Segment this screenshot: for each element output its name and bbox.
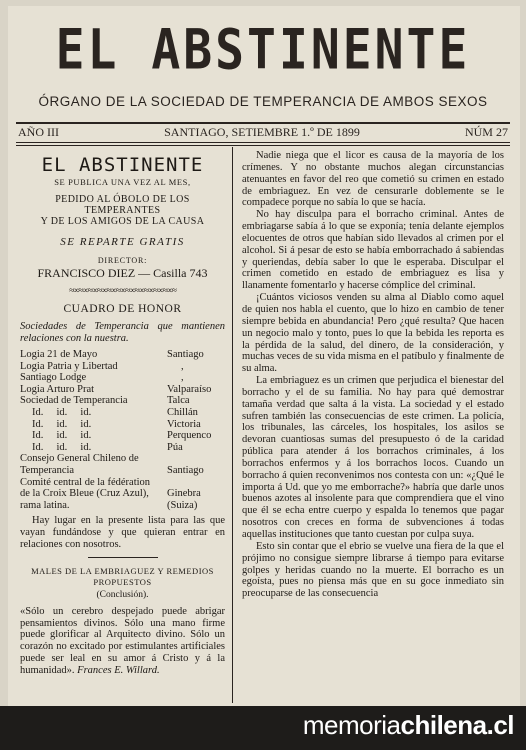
list-item: Logia 21 de Mayo Santiago: [20, 349, 204, 360]
section-rule: [88, 557, 158, 558]
list-item: Consejo General Chileno de Temperancia Santiago: [20, 453, 204, 476]
box-title: EL ABSTINENTE: [41, 154, 204, 176]
masthead-subtitle: ÓRGANO DE LA SOCIEDAD DE TEMPERANCIA DE AMBOS SEXOS: [38, 94, 488, 109]
paragraph: La embriaguez es un crimen que perjudica el bienestar del borracho y el de su familia. No hay para qué demostrar tamaña verdad que salta á la vista. La sociedad y el estado sufren también las consecuencias de este crimen. La policía, los tribunales, las cárceles, los hospitales, los asilos se devoran cuantiosas sumas del presupuesto ó de la caridad pública para atender á los borrachos criminales, á los borrachos enfermos y á los borrachos locos. Cuando un borracho á quien reconvenimos nos contesta con un: «¿Qué le importa á Ud. que yo me emborrache?» habría que darle unos buenos azotes al insolente para que comprendiera que el vino que él se echa entre cuerpo y espalda lo tenemos que pagar nosotros con creces en forma de subvenciones á todas aquellas instituciones que tanto cuestan por culpa suya.: [242, 375, 504, 540]
director-label: DIRECTOR:: [97, 256, 148, 265]
article-title: MALES DE LA EMBRIAGUEZ Y REMEDIOS PROPUESTOS: [31, 565, 214, 587]
memoriachilena-logo[interactable]: [303, 710, 514, 741]
director-name: FRANCISCO DIEZ — Casilla 743: [37, 266, 208, 280]
issue-number: NÚM 27: [464, 125, 508, 139]
masthead-title: EL ABSTINENTE: [55, 17, 471, 83]
list-item: Comité central de la fédération de la Croix Bleue (Cruz Azul), rama latina. Ginebra (Suiza): [20, 476, 201, 511]
list-item: Sociedad de Temperancia Talca: [20, 395, 190, 407]
list-item: Id. id. id. Púa: [32, 441, 183, 453]
quote-author: Frances E. Willard.: [77, 664, 160, 676]
quote-text: «Sólo un cerebro despejado puede abrigar pensamientos divinos. Sólo una mano firme puede glorificar al Arquitecto divino. Sólo un corazón no excitado por estimulantes artificiales puede ser leal en su amor á Cristo y á la humanidad».: [20, 605, 225, 676]
left-column: [20, 150, 225, 676]
paragraph: No hay disculpa para el borracho criminal. Antes de embriagarse sabía á lo que se exponía; tenía delante ejemplos elocuentes de otros que habían sido llevados al crimen por el alcohol. Si á pesar de esto se había emborrachado á sabiendas y queriendas, debía saber lo que le esperaba. Disculpar el crimen cometido en estado de embriaguez es lisa y llanamente fomentarlo y hacerse cómplice del criminal.: [242, 209, 504, 292]
paragraph: Esto sin contar que el ebrio se vuelve una fiera de la que el prójimo no consigue siempre librarse á tiempo para evitarse golpes y heridas cuando no la muerte. El borracho es un egoísta, pues no piensa más que en su goce inmediato sin preocuparse de las consecuencia: [242, 540, 504, 600]
year-label: AÑO III: [18, 125, 59, 139]
dateline-rule: [16, 142, 510, 143]
list-item: Logia Arturo Prat Valparaíso: [20, 383, 212, 395]
logo-chilena: chilena.cl: [400, 710, 514, 740]
pedido-line-2: Y DE LOS AMIGOS DE LA CAUSA: [40, 216, 205, 227]
list-item: Id. id. id. Chillán: [32, 406, 198, 418]
pedido-line-1: PEDIDO AL ÓBOLO DE LOS TEMPERANTES: [55, 194, 190, 216]
list-item: Logia Patria y Libertad ,: [20, 360, 184, 372]
list-item: Santiago Lodge ,: [20, 372, 184, 384]
list-item: Id. id. id. Perquenco: [32, 430, 212, 442]
list-item: Id. id. id. Victoria: [32, 418, 201, 430]
column-divider: [232, 147, 233, 703]
article-quote: [20, 606, 225, 677]
right-column: [242, 150, 504, 600]
reparte-gratis: SE REPARTE GRATIS: [60, 236, 185, 248]
honor-intro: Sociedades de Temperancia que mantienen relaciones con la nuestra.: [20, 321, 225, 344]
logo-memoria: memoria: [302, 710, 401, 740]
place-date: SANTIAGO, SETIEMBRE 1.º DE 1899: [164, 125, 360, 139]
paragraph: Nadie niega que el licor es causa de la mayoría de los crímenes. Y no obstante muchos alegan circunstancias atenuantes en favor del reo que cometió su crimen en estado de embriaguez. En vez de censurarle doblemente se le compadece porque no sabía lo que se hacía.: [242, 150, 504, 209]
paragraph: ¡Cuántos viciosos venden su alma al Diablo como aquel de quien nos habla el cuento, que lo hizo en cambio de tener siempre bebida en abundancia! Pero ¿qué resulta? Que hacen un negocio malo y tonto, pues lo que la bebida les reporta es la pérdida de la salud, del dinero, de la consideración, y muchas veces de su vida misma en el patíbulo y finalmente de su alma.: [242, 292, 504, 375]
publication-frequency: SE PUBLICA UNA VEZ AL MES,: [54, 177, 191, 187]
honor-title: CUADRO DE HONOR: [63, 303, 182, 315]
ornament-divider: ≈∞≈∞≈∞≈∞≈∞≈∞≈∞≈∞≈∞≈∞≈∞≈: [69, 285, 176, 295]
honor-note: Hay lugar en la presente lista para las que vayan fundándose y que quieran entrar en relaciones con nosotros.: [20, 515, 225, 550]
honor-list: [20, 349, 225, 511]
dateline: [18, 125, 508, 140]
article-conclusion: (Conclusión).: [96, 589, 149, 600]
top-rule: [16, 122, 510, 124]
dateline-rule-2: [16, 145, 510, 146]
